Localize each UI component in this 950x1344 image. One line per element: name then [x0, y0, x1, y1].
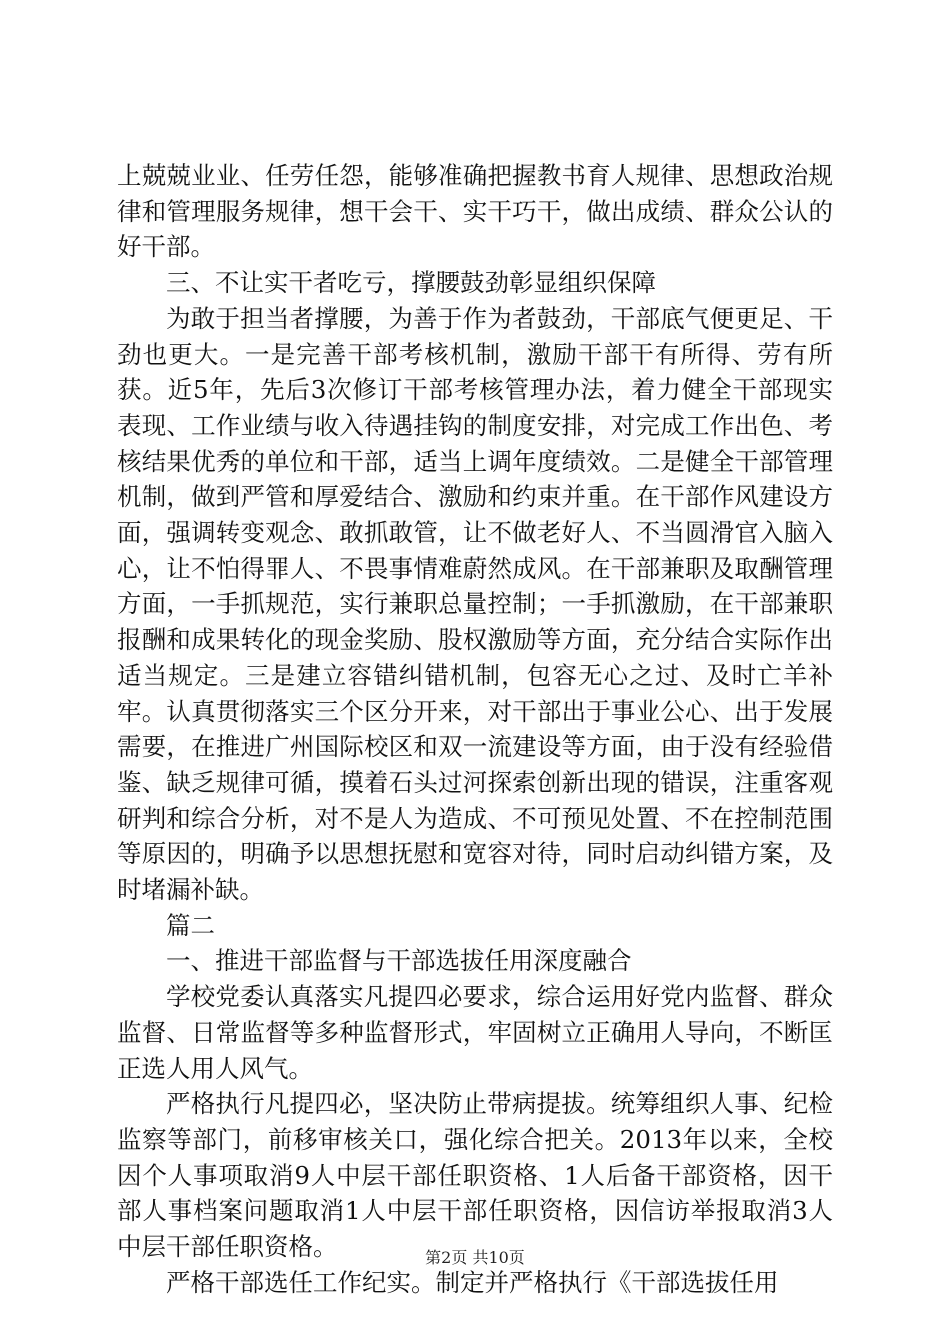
document-body [117, 158, 833, 1301]
paragraph-body: 严格执行凡提四必，坚决防止带病提拔。统筹组织人事、纪检监察等部门，前移审核关口，强化综合把关。2013年以来，全校因个人事项取消9人中层干部任职资格、1人后备干部资格，因干部人事档案问题取消1人中层干部任职资格，因信访举报取消3人中层干部任职资格。 [117, 1089, 833, 1262]
paragraph-body: 严格干部选任工作纪实。制定并严格执行《干部选拔任用 [166, 1267, 779, 1297]
part-heading: 篇二 [166, 910, 215, 940]
section-heading-one: 一、推进干部监督与干部选拔任用深度融合 [166, 946, 632, 976]
paragraph-body: 学校党委认真落实凡提四必要求，综合运用好党内监督、群众监督、日常监督等多种监督形式，牢固树立正确用人导向，不断匡正选人用人风气。 [117, 982, 833, 1083]
paragraph-body: 为敢于担当者撑腰，为善于作为者鼓劲，干部底气便更足、干劲也更大。一是完善干部考核机制，激励干部干有所得、劳有所获。近5年，先后3次修订干部考核管理办法，着力健全干部现实表现、工作业绩与收入待遇挂钩的制度安排，对完成工作出色、考核结果优秀的单位和干部，适当上调年度绩效。二是健全干部管理机制，做到严管和厚爱结合、激励和约束并重。在干部作风建设方面，强调转变观念、敢抓敢管，让不做老好人、不当圆滑官入脑入心，让不怕得罪人、不畏事情难蔚然成风。在干部兼职及取酬管理方面，一手抓规范，实行兼职总量控制；一手抓激励，在干部兼职报酬和成果转化的现金奖励、股权激励等方面，充分结合实际作出适当规定。三是建立容错纠错机制，包容无心之过、及时亡羊补牢。认真贯彻落实三个区分开来，对干部出于事业公心、出于发展需要，在推进广州国际校区和双一流建设等方面，由于没有经验借鉴、缺乏规律可循，摸着石头过河探索创新出现的错误，注重客观研判和综合分析，对不是人为造成、不可预见处置、不在控制范围等原因的，明确予以思想抚慰和宽容对待，同时启动纠错方案，及时堵漏补缺。 [117, 303, 833, 905]
page-number-footer: 第2页 共10页 [425, 1248, 525, 1267]
section-heading-three: 三、不让实干者吃亏，撑腰鼓劲彰显组织保障 [166, 268, 656, 298]
paragraph-continuation: 上兢兢业业、任劳任怨，能够准确把握教书育人规律、思想政治规律和管理服务规律，想干会干、实干巧干，做出成绩、群众公认的好干部。 [117, 161, 833, 262]
